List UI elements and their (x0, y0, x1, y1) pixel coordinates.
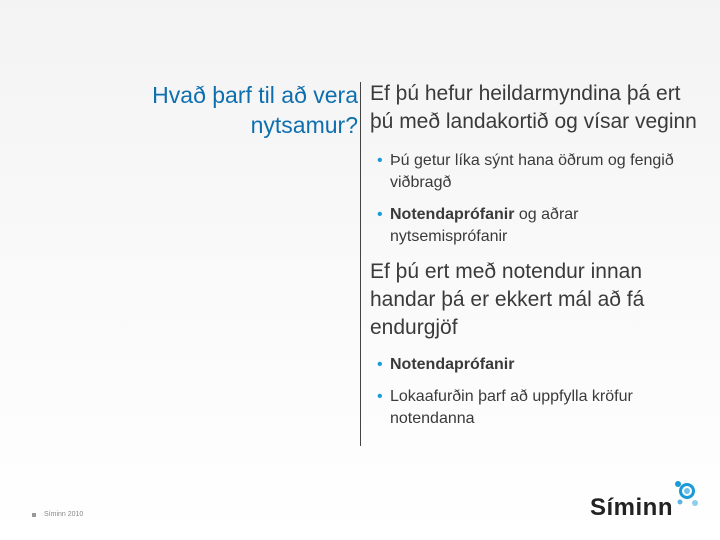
bullet-text: Lokaafurðin þarf að uppfylla kröfur notendanna (390, 388, 633, 427)
bullet-text: Þú getur líka sýnt hana öðrum og fengið viðbragð (390, 152, 674, 191)
footer-square-icon (32, 513, 36, 517)
bullet-item (370, 204, 700, 248)
bullet-dot-icon: • (377, 206, 383, 223)
vertical-divider (360, 82, 361, 446)
section-1-paragraph: Ef þú hefur heildarmyndina þá ert þú með landakortið og vísar veginn (370, 82, 697, 133)
logo-text: Síminn (590, 494, 674, 521)
bullet-item (370, 386, 700, 430)
section-1-bullets (370, 150, 700, 248)
bullet-item (370, 354, 700, 376)
bullet-item (370, 150, 700, 194)
bullet-bold-text: Notendaprófanir (390, 206, 515, 223)
content-area (370, 80, 700, 430)
bullet-dot-icon: • (377, 152, 383, 169)
footer (32, 511, 83, 518)
bullet-text: og aðrar nytsemisprófanir (390, 206, 579, 245)
bullet-dot-icon: • (377, 388, 383, 405)
section-2-paragraph: Ef þú ert með notendur innan handar þá er ekkert mál að fá endurgjöf (370, 260, 645, 339)
siminn-swirl-logo-icon (670, 478, 700, 512)
siminn-logo (590, 478, 700, 528)
title-line-2: nytsamur? (250, 112, 358, 138)
slide-title (58, 80, 358, 140)
section-2-bullets (370, 354, 700, 430)
bullet-dot-icon: • (377, 356, 383, 373)
bullet-bold-text: Notendaprófanir (390, 356, 515, 373)
footer-text: Síminn 2010 (44, 511, 84, 518)
title-line-1: Hvað þarf til að vera (152, 82, 358, 108)
